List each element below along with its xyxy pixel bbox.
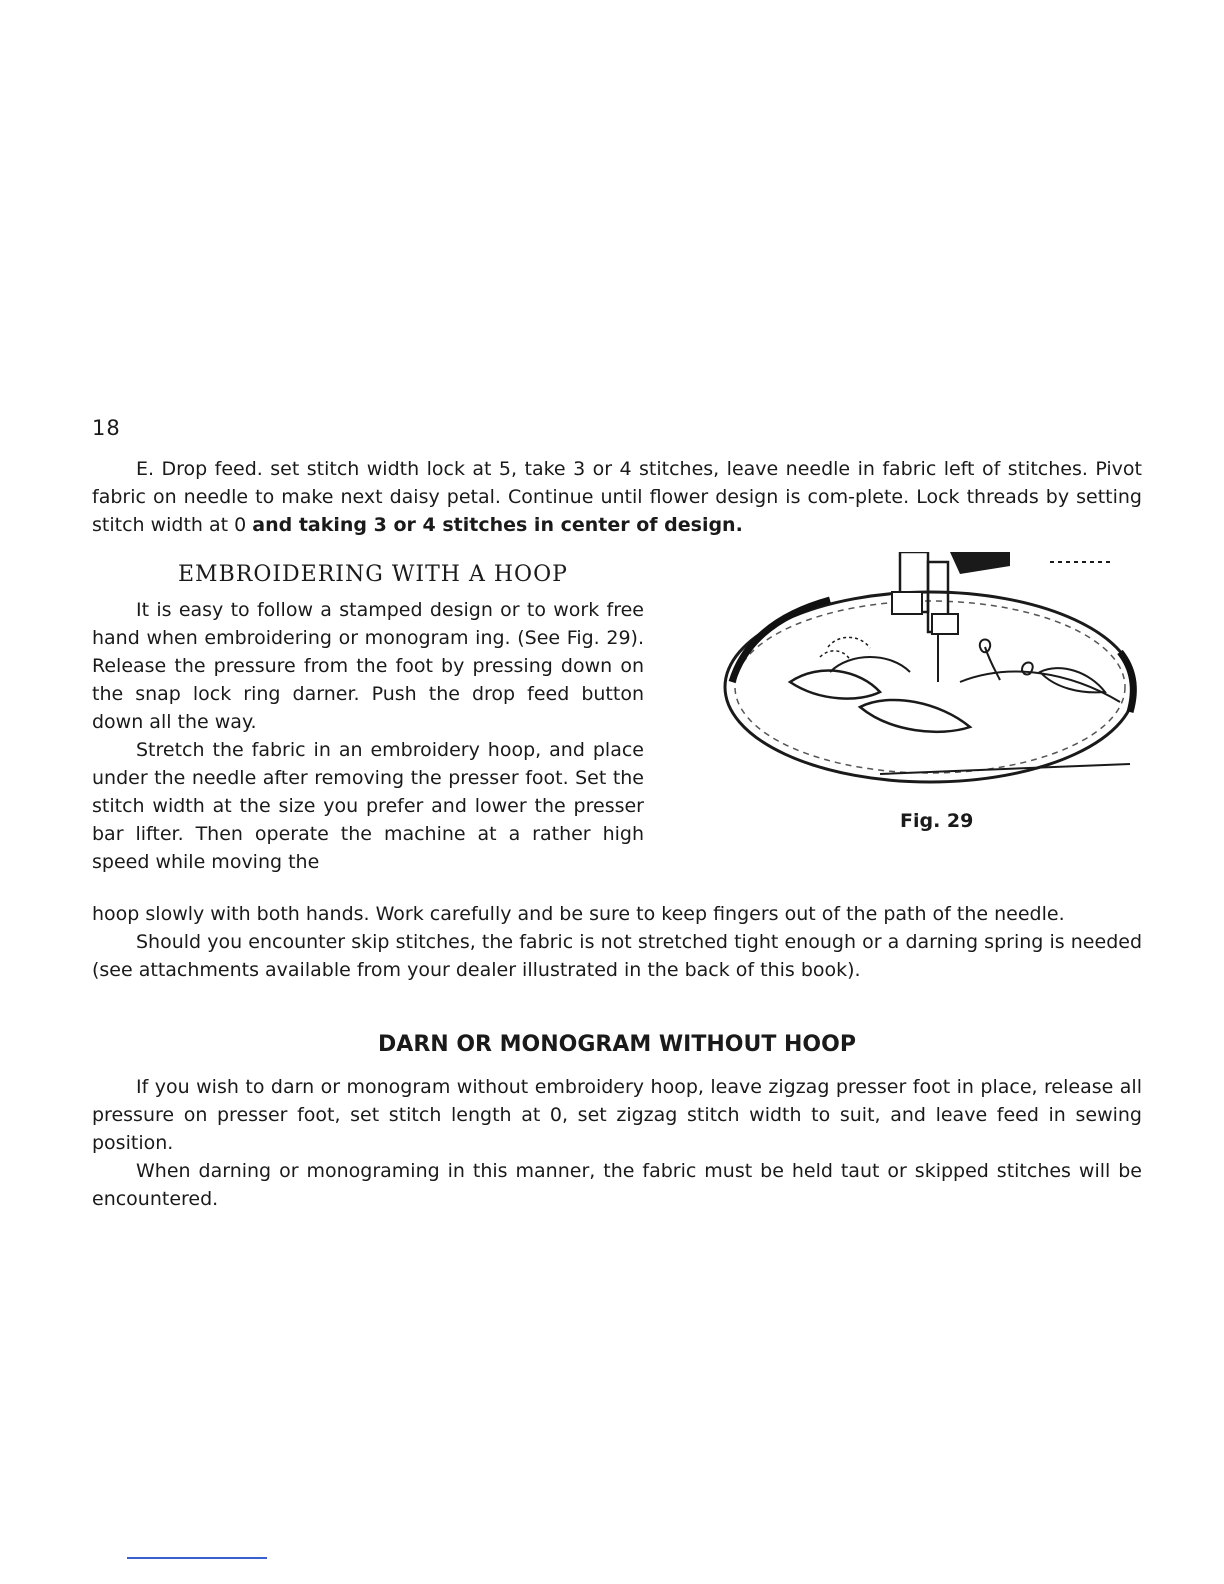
design-bud (980, 640, 990, 653)
step-e-emphasis: and taking 3 or 4 stitches in center of design. (252, 514, 743, 536)
embroidery-hoop-illustration (710, 552, 1150, 802)
hoop-left-edge (732, 600, 830, 682)
no-hoop-paragraph-2: When darning or monograming in this manner, the fabric must be held taut or skipped stitches will be encountered. (92, 1160, 1142, 1210)
page-number: 18 (92, 416, 121, 440)
hoop-bottom-line (880, 764, 1130, 774)
hoop-paragraph-2-continued: hoop slowly with both hands. Work carefully and be sure to keep fingers out of the path of the needle. (92, 903, 1065, 925)
hoop-paragraph-1: It is easy to follow a stamped design or to work free hand when embroidering or monogram ing. (See Fig. 29). Release the pressure from the foot by pressing down on the snap lock ring darner. Push the drop feed button down all the way. (92, 599, 644, 733)
embroidered-petal (790, 671, 880, 699)
no-hoop-section (92, 1073, 1142, 1213)
stamped-outline (820, 651, 850, 660)
machine-head (950, 552, 1010, 574)
step-e-text: E. Drop feed. set stitch width lock at 5, take 3 or 4 stitches, leave needle in fabric left of stitches. Pivot fabric on needle to make next daisy petal. Continue until flower design is com-plete. Lock threads by setting stitch width at 0 (92, 458, 1142, 536)
embroidery-hoop-icon (710, 552, 1150, 802)
hoop-section-heading: EMBROIDERING WITH A HOOP (178, 562, 568, 587)
hoop-section-continued (92, 900, 1142, 984)
hoop-paragraph-2: Stretch the fabric in an embroidery hoop, and place under the needle after removing the presser foot. Set the stitch width at the size you prefer and lower the presser bar lifter. Then operate the machine at a rather high speed while moving the (92, 739, 644, 873)
no-hoop-section-heading: DARN OR MONOGRAM WITHOUT HOOP (378, 1032, 856, 1057)
hoop-section-column (92, 596, 644, 876)
needle-clamp (892, 592, 922, 614)
figure-caption: Fig. 29 (900, 810, 974, 832)
stamped-outline-2 (828, 637, 870, 648)
foot-clamp (932, 614, 958, 634)
footnote-rule (127, 1557, 267, 1559)
hoop-inner-ring (735, 601, 1125, 773)
step-e-paragraph (92, 455, 1142, 539)
embroidered-leaf (860, 700, 970, 732)
design-stem (960, 672, 1120, 702)
hoop-paragraph-3: Should you encounter skip stitches, the fabric is not stretched tight enough or a darning spring is needed (see attachments available from your dealer illustrated in the back of this book). (92, 931, 1142, 981)
no-hoop-paragraph-1: If you wish to darn or monogram without embroidery hoop, leave zigzag presser foot in place, release all pressure on presser foot, set stitch length at 0, set zigzag stitch width to suit, and leave feed in sewing position. (92, 1076, 1142, 1154)
embroidered-stem (830, 657, 910, 672)
